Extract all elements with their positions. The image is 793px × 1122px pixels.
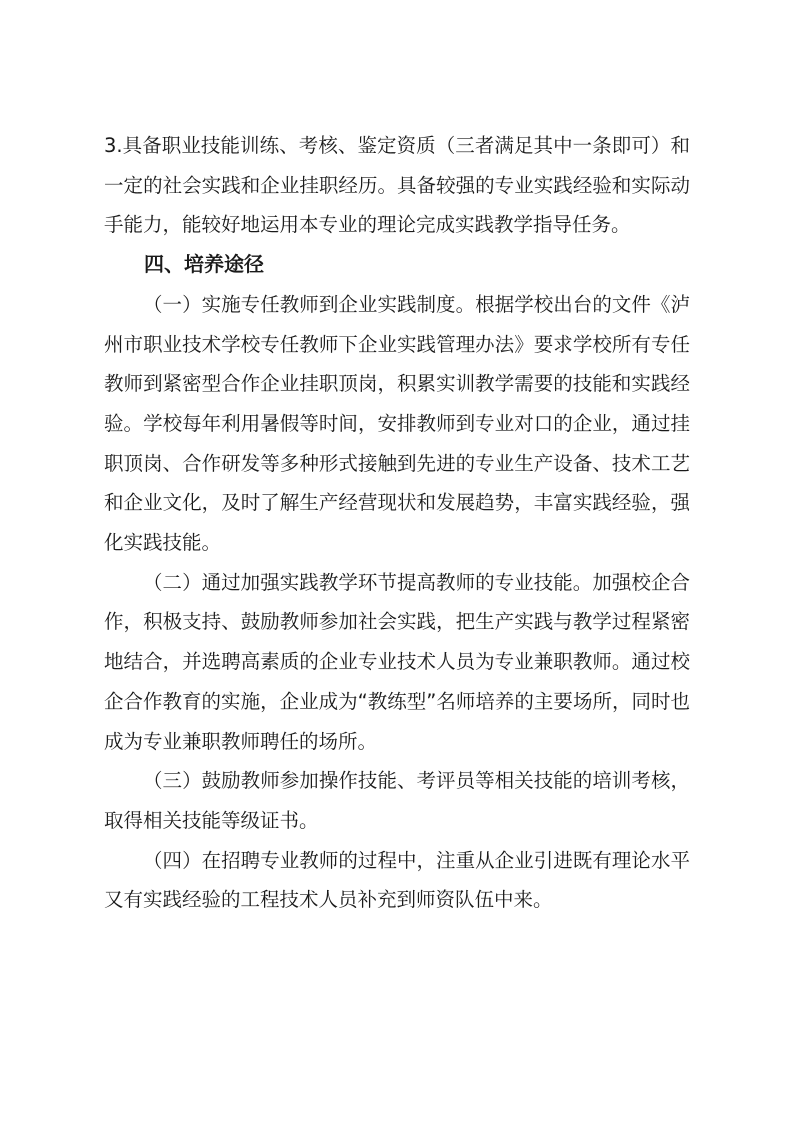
section-heading-training-approach: 四、培养途径 — [144, 252, 264, 277]
paragraph-approach-2: （二）通过加强实践教学环节提高教师的专业技能。加强校企合作，积极支持、鼓励教师参加社会实践，把生产实践与教学过程紧密地结合，并选聘高素质的企业专业技术人员为专业兼职教师。通过校企合作教育的实施，企业成为“教练型”名师培养的主要场所，同时也成为专业兼职教师聘任的场所。 — [104, 570, 690, 753]
paragraph-approach-4: （四）在招聘专业教师的过程中，注重从企业引进既有理论水平又有实践经验的工程技术人员补充到师资队伍中来。 — [104, 848, 690, 912]
paragraph-qualification-3: 3.具备职业技能训练、考核、鉴定资质（三者满足其中一条即可）和一定的社会实践和企业挂职经历。具备较强的专业实践经验和实际动手能力，能较好地运用本专业的理论完成实践教学指导任务。 — [104, 134, 690, 237]
document-body — [104, 126, 690, 920]
paragraph-approach-3: （三）鼓励教师参加操作技能、考评员等相关技能的培训考核，取得相关技能等级证书。 — [104, 769, 690, 832]
paragraph-approach-1: （一）实施专任教师到企业实践制度。根据学校出台的文件《泸州市职业技术学校专任教师下企业实践管理办法》要求学校所有专任教师到紧密型合作企业挂职顶岗，积累实训教学需要的技能和实践经验。学校每年利用暑假等时间，安排教师到专业对口的企业，通过挂职顶岗、合作研发等多种形式接触到先进的专业生产设备、技术工艺和企业文化，及时了解生产经营现状和发展趋势，丰富实践经验，强化实践技能。 — [104, 292, 690, 555]
